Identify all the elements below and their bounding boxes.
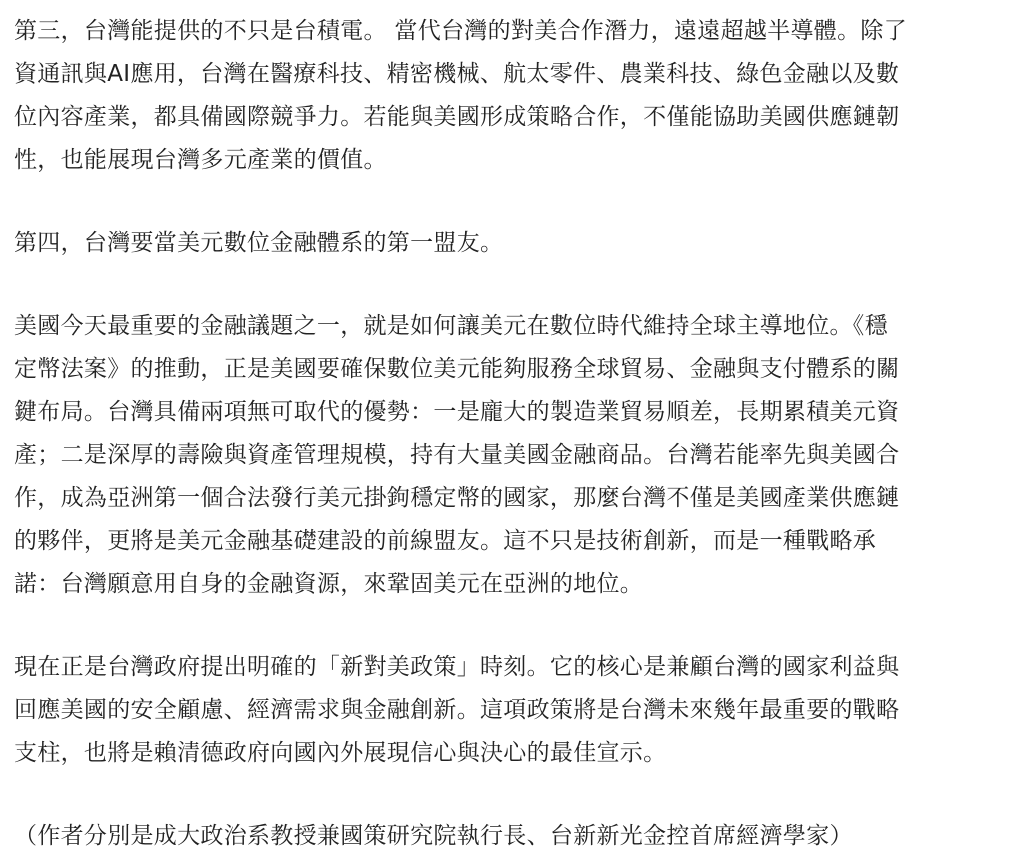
text-line: 支柱，也將是賴清德政府向國內外展現信心與決心的最佳宣示。 [14,740,667,766]
text-line: 位內容產業，都具備國際競爭力。若能與美國形成策略合作，不僅能協助美國供應鏈韌 [14,104,900,130]
paragraph-point-three [14,10,1002,182]
text-line: 回應美國的安全顧慮、經濟需求與金融創新。這項政策將是台灣未來幾年最重要的戰略 [14,697,900,723]
author-note [14,815,1002,858]
text-line: 性，也能展現台灣多元產業的價值。 [14,147,387,173]
text-line: 作，成為亞洲第一個合法發行美元掛鉤穩定幣的國家，那麼台灣不僅是美國產業供應鏈 [14,485,900,511]
text-line: 產；二是深厚的壽險與資產管理規模，持有大量美國金融商品。台灣若能率先與美國合 [14,442,900,468]
paragraph-point-four-heading [14,222,1002,265]
text-line: 鍵布局。台灣具備兩項無可取代的優勢：一是龐大的製造業貿易順差，長期累積美元資 [14,399,900,425]
text-line: 定幣法案》的推動，正是美國要確保數位美元能夠服務全球貿易、金融與支付體系的關 [14,356,900,382]
text-line: 諾：台灣願意用自身的金融資源，來鞏固美元在亞洲的地位。 [14,571,644,597]
text-line: 資通訊與AI應用，台灣在醫療科技、精密機械、航太零件、農業科技、綠色金融以及數 [14,61,900,87]
paragraph-spacer [14,775,1002,815]
paragraph-spacer [14,182,1002,222]
text-line: 的夥伴，更將是美元金融基礎建設的前線盟友。這不只是技術創新，而是一種戰略承 [14,528,877,554]
text-line: 現在正是台灣政府提出明確的「新對美政策」時刻。它的核心是兼顧台灣的國家利益與 [14,654,900,680]
paragraph-spacer [14,265,1002,305]
paragraph-spacer [14,606,1002,646]
text-line: （作者分別是成大政治系教授兼國策研究院執行長、台新新光金控首席經濟學家） [14,823,853,849]
text-line: 第四，台灣要當美元數位金融體系的第一盟友。 [14,230,504,256]
text-line: 第三，台灣能提供的不只是台積電。 當代台灣的對美合作潛力，遠遠超越半導體。除了 [14,18,908,44]
paragraph-new-us-policy [14,646,1002,775]
text-line: 美國今天最重要的金融議題之一，就是如何讓美元在數位時代維持全球主導地位。《穩 [14,313,888,339]
paragraph-stablecoin [14,305,1002,606]
